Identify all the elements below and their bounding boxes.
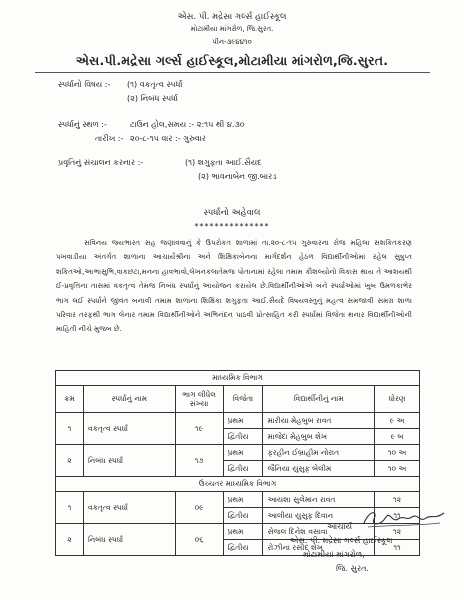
cell-rank: પ્રથમ (223, 524, 263, 540)
section-title: ઉચ્ચતર માધ્યમિક વિભાગ (56, 477, 420, 492)
date-value: ૨૦-૮-૧૫ વાર :- ગુરુવાર (130, 134, 206, 143)
heading-stars: *************** (194, 222, 270, 231)
cell-standard: ૯ બ (375, 429, 420, 445)
date-label: તારીખ :- (95, 134, 124, 143)
header-winner: વિજેતા (223, 386, 263, 413)
cell-rank: પ્રથમ (223, 492, 263, 508)
cell-student: સેજલ દિનેશ વસાવા (263, 524, 375, 540)
cell-standard: ૧૨ (375, 524, 420, 540)
cell-standard: ૧૧ (375, 540, 420, 556)
cell-participants: ૦૬ (175, 524, 223, 556)
subject-item-1: (૧) વકતૃત્વ સ્પર્ધા (127, 80, 183, 89)
cell-serial: ૧ (56, 413, 84, 445)
subject-label: સ્પર્ધાનો વિષય :- (58, 80, 111, 89)
section-title: માધ્યમિક વિભાગ (56, 371, 420, 386)
subject-item-2: (૨) નિબંધ સ્પર્ધા (127, 94, 178, 103)
cell-competition: વકતૃત્વ સ્પર્ધા (83, 413, 175, 445)
section-row-higher-secondary (56, 477, 420, 492)
organizer-1: (૧) શગુફતા આઈ.સૈયદ (185, 158, 262, 167)
cell-rank: દ્વિતીય (223, 461, 263, 477)
section-row-secondary (56, 371, 420, 386)
cell-rank: દ્વિતીય (223, 429, 263, 445)
header-competition: સ્પર્ધાનું નામ (83, 386, 175, 413)
cell-serial: ૨ (56, 524, 84, 556)
signature-school-place: મોટામીયાં માંગરોળ, (303, 550, 365, 559)
cell-standard: ૧૦ અ (375, 445, 420, 461)
organizer-label: પ્રવૃતિનું સંચાલન કરનાર :- (58, 158, 144, 167)
cell-rank: દ્વિતીય (223, 508, 263, 524)
cell-rank: દ્વિતીય (223, 540, 263, 556)
cell-serial: ૨ (56, 445, 84, 477)
cell-competition: નિબંધ સ્પર્ધા (83, 445, 175, 477)
cell-student: મારીયા મેહબુબ રાવત (263, 413, 375, 429)
cell-participants: ૦૯ (175, 492, 223, 524)
cell-rank: પ્રથમ (223, 413, 263, 429)
cell-student: આલીયા યુસુફ દિવાન (263, 508, 375, 524)
organizer-2: (૨) ભાવનાબેન જી.બારડ (198, 172, 277, 181)
venue-value: ટાઉન હોલ,સમય :- ૨:૧૫ થી ૪.૩૦ (130, 120, 245, 129)
cell-standard: ૯ અ (375, 413, 420, 429)
header-serial: ક્રમ (56, 386, 84, 413)
report-paragraph-text: સવિનય જ્યભારત સહ જણાવવાનું કે ઉપરોકત શાળામાં તા.૨૦-૮-૧૫ ગુરુવારના રોજ મહિલા સશકિતકરણ પખવાડીયા અંતર્ગત શાળાના આચાર્યશ્રીના અને શિક્ષિકાબેનના માર્ગદર્શન હેઠળ વિદ્યાર્થીનીઓમાં રહેલ સુષુપ્ત શકિતઓ,આભાસુભિ,વાકછટા,મનના હાવભાવો,લેખનકલાતેમજ પોતાનામાં રહેલા તમામ કૌશલ્યોનો વિકાસ થાય તે આશયથી ઈ-પ્રવૃત્તિના તાસમાં વકતૃત્વ તેમજ નિબંધ સ્પર્ધાનું આયોજન કરાયેલ છે.વિદ્યાર્થીનીઓએ બંને સ્પર્ધાઓમાં ખુબ ઉમળકાભેર ભાગ લઈ સ્પર્ધાને જીવંત બનાવી તમામ શાળાના શિક્ષિકા શગુફતા આઈ.સૈયદે વિષયવસ્તુનું મહત્વ સમજાવી સમગ્ર શાળા પરિવાર તરફથી ભાગ લેનાર તમામ વિદ્યાર્થીનીઓને અભિનંદન પાઠવી પ્રોત્સાહિત કરી સ્પર્ધામાં વિજેતા થનાર વિદ્યાર્થીનીઓની માહિતી નીચે મુજબ છે. (56, 238, 412, 334)
page-title: એસ.પી.મદ્રેસા ગર્લ્સ હાઈસ્કૂલ,મોટામીયા માંગરોળ,જિ.સુરત. (75, 53, 389, 68)
cell-student: ફરહીન ઈબ્રાહીમ નોરાત (263, 445, 375, 461)
cell-student: રોઝીના રસીદ શેખ (263, 540, 375, 556)
report-heading: સ્પર્ધાનો અહેવાલ (203, 208, 261, 218)
cell-competition: નિબંધ સ્પર્ધા (83, 524, 175, 556)
title-divider (35, 72, 430, 73)
cell-student: જૈનિયા યુસુફ બેલીમ (263, 461, 375, 477)
report-paragraph (56, 236, 412, 337)
cell-competition: વકતૃત્વ સ્પર્ધા (83, 492, 175, 524)
cell-participants: ૧૯ (175, 413, 223, 445)
table-row (56, 445, 420, 461)
header-student-name: વિદ્યાર્થીનીનું નામ (263, 386, 375, 413)
header-participants: ભાગ લીધેલ સંખ્યા (175, 386, 223, 413)
cell-rank: પ્રથમ (223, 445, 263, 461)
table-row (56, 413, 420, 429)
header-standard: ધોરણ (375, 386, 420, 413)
signature-district: જિ. સુરત. (336, 564, 369, 573)
cell-student: આયશા સુલેમાન રાવત (263, 492, 375, 508)
signature-role: આચાર્ય (327, 522, 353, 531)
handwritten-signature (360, 505, 450, 533)
venue-label: સ્પર્ધાનું સ્થળ :- (58, 120, 107, 129)
table-header-row (56, 386, 420, 413)
cell-student: માજેદા મેહબુબ શેખ (263, 429, 375, 445)
signature-school-name: એસ. પી. મદ્રેસા ગર્લ્સ હાઈસ્કૂલ (290, 536, 393, 545)
cell-serial: ૧ (56, 492, 84, 524)
pin-code-line: પીન-૩૯૪૪૧૦ (212, 38, 252, 46)
cell-standard: ૧૦ અ (375, 461, 420, 477)
cell-standard: ૧૨ (375, 492, 420, 508)
school-address-line: મોટામીયા માંગરોળ, જિ.સુરત. (190, 25, 274, 33)
cell-standard: ૧૧ (375, 508, 420, 524)
cell-participants: ૧૭ (175, 445, 223, 477)
school-name-line: એસ. પી. મદ્રેસા ગર્લ્સ હાઈસ્કૂલ (177, 12, 287, 22)
